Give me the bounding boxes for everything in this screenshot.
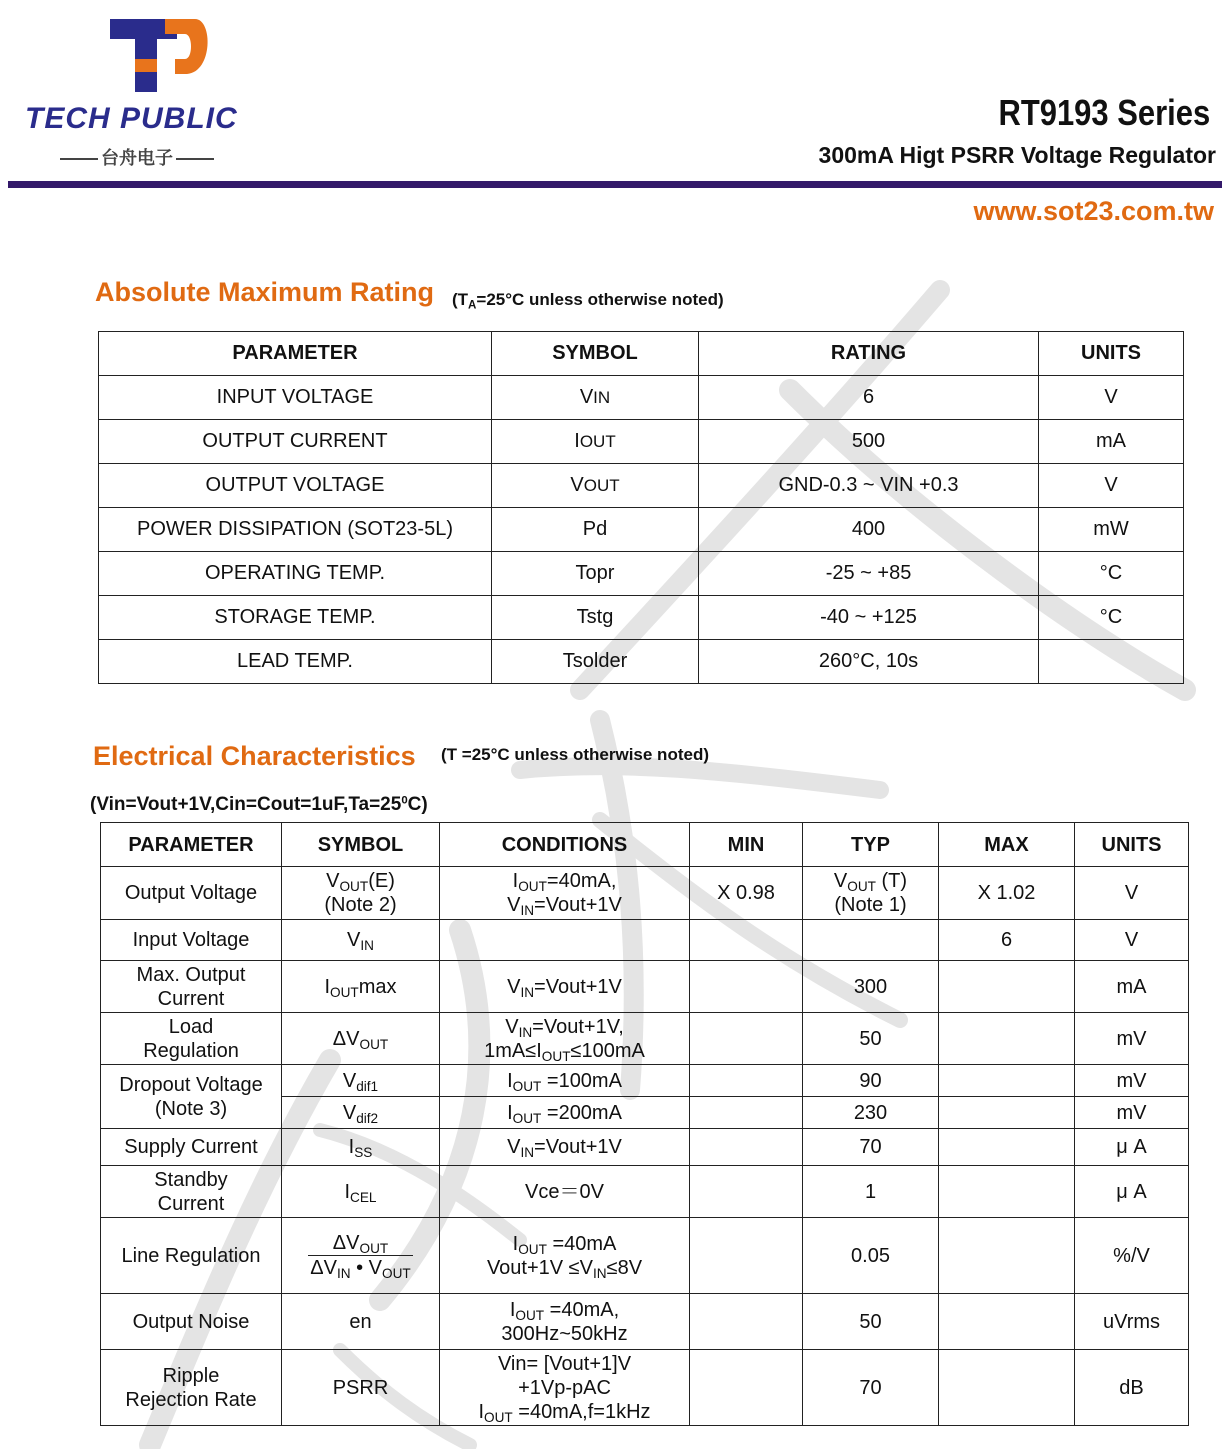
parameter-cell: INPUT VOLTAGE: [99, 376, 492, 420]
units-cell: mA: [1075, 961, 1189, 1013]
parameter-cell: Input Voltage: [101, 920, 282, 961]
column-header: CONDITIONS: [440, 823, 690, 867]
parameter-cell: Standby Current: [101, 1166, 282, 1218]
symbol-cell: [282, 1218, 440, 1294]
table-row: [101, 1166, 1189, 1218]
rating-cell: GND-0.3 ~ VIN +0.3: [699, 464, 1039, 508]
parameter-cell: OUTPUT CURRENT: [99, 420, 492, 464]
parameter-cell: Supply Current: [101, 1129, 282, 1166]
conditions-cell: $I_{OUT} =40mA$ Vout+1V $\le V_{IN}\le 8V$: [440, 1218, 690, 1294]
table-row: [101, 867, 1189, 920]
table-row: [99, 420, 1184, 464]
min-cell: [690, 1065, 803, 1097]
rating-cell: 6: [699, 376, 1039, 420]
units-cell: °C: [1039, 596, 1184, 640]
units-cell: V: [1075, 867, 1189, 920]
symbol-cell: Topr: [492, 552, 699, 596]
min-cell: [690, 1129, 803, 1166]
table-row: [101, 1350, 1189, 1426]
typ-cell: 230: [803, 1097, 939, 1129]
parameter-cell: Dropout Voltage (Note 3): [101, 1065, 282, 1129]
symbol-cell: Tstg: [492, 596, 699, 640]
symbol-cell: en: [282, 1294, 440, 1350]
parameter-cell: Ripple Rejection Rate: [101, 1350, 282, 1426]
line-regulation-fraction: $\frac{\Delta V_{OUT}}{\Delta V_{IN} • V_{OUT}}$: [310, 1232, 411, 1282]
conditions-cell: $I_{OUT} =100mA$: [440, 1065, 690, 1097]
electrical-characteristics-table: [100, 822, 1189, 1426]
max-cell: [939, 1097, 1075, 1129]
table-row: [101, 1013, 1189, 1065]
units-cell: mW: [1039, 508, 1184, 552]
table-row: [101, 1218, 1189, 1294]
column-header: MAX: [939, 823, 1075, 867]
units-cell: uVrms: [1075, 1294, 1189, 1350]
conditions-cell: Vce＝0V: [440, 1166, 690, 1218]
units-cell: °C: [1039, 552, 1184, 596]
units-cell: V: [1039, 376, 1184, 420]
units-cell: mA: [1039, 420, 1184, 464]
typ-cell: 300: [803, 961, 939, 1013]
symbol-cell: $I_{SS}$: [282, 1129, 440, 1166]
units-cell: mV: [1075, 1097, 1189, 1129]
parameter-cell: Output Voltage: [101, 867, 282, 920]
column-header: PARAMETER: [99, 332, 492, 376]
symbol-cell: $\Delta V_{OUT}$: [282, 1013, 440, 1065]
rating-cell: -40 ~ +125: [699, 596, 1039, 640]
typ-cell: 50: [803, 1294, 939, 1350]
symbol-cell: $V_{IN}$: [282, 920, 440, 961]
symbol-cell: VIN: [492, 376, 699, 420]
table-row: [99, 464, 1184, 508]
conditions-cell: $V_{IN}=Vout+1V$: [440, 1129, 690, 1166]
table-row: [99, 552, 1184, 596]
brand-name-cn: 台舟电子: [57, 144, 217, 170]
max-cell: 6: [939, 920, 1075, 961]
table-row: [101, 961, 1189, 1013]
symbol-cell: $I_{OUT}\max$: [282, 961, 440, 1013]
units-cell: μ A: [1075, 1129, 1189, 1166]
column-header: PARAMETER: [101, 823, 282, 867]
column-header: TYP: [803, 823, 939, 867]
product-title: RT9193 Series: [998, 92, 1210, 133]
max-cell: [939, 1218, 1075, 1294]
table-row: [99, 640, 1184, 684]
table-row: [101, 1129, 1189, 1166]
parameter-cell: POWER DISSIPATION (SOT23-5L): [99, 508, 492, 552]
conditions-cell: $I_{OUT} =200mA$: [440, 1097, 690, 1129]
min-cell: [690, 920, 803, 961]
ec-section-title: Electrical Characteristics: [93, 741, 416, 771]
units-cell: mV: [1075, 1065, 1189, 1097]
units-cell: dB: [1075, 1350, 1189, 1426]
rating-cell: 260°C, 10s: [699, 640, 1039, 684]
table-row: [101, 920, 1189, 961]
column-header: SYMBOL: [282, 823, 440, 867]
parameter-cell: Output Noise: [101, 1294, 282, 1350]
typ-cell: 70: [803, 1350, 939, 1426]
table-row: [99, 596, 1184, 640]
symbol-cell: $V_{dif1}$: [282, 1065, 440, 1097]
typ-cell: 70: [803, 1129, 939, 1166]
conditions-cell: [440, 920, 690, 961]
column-header: SYMBOL: [492, 332, 699, 376]
ec-test-conditions: $(Vin=Vout+1V,Cin=Cout=1uF,Ta=25^0C)$: [90, 794, 428, 815]
brand-name: TECH PUBLIC: [25, 102, 238, 135]
rating-cell: 500: [699, 420, 1039, 464]
column-header: MIN: [690, 823, 803, 867]
symbol-cell: $V_{dif2}$: [282, 1097, 440, 1129]
column-header: RATING: [699, 332, 1039, 376]
symbol-cell: Tsolder: [492, 640, 699, 684]
parameter-cell: Line Regulation: [101, 1218, 282, 1294]
typ-cell: [803, 920, 939, 961]
max-cell: [939, 1350, 1075, 1426]
max-cell: [939, 1065, 1075, 1097]
parameter-cell: Load Regulation: [101, 1013, 282, 1065]
min-cell: [690, 1097, 803, 1129]
parameter-cell: STORAGE TEMP.: [99, 596, 492, 640]
symbol-cell: Pd: [492, 508, 699, 552]
ec-section-note: (T =25°C unless otherwise noted): [441, 745, 709, 764]
company-logo: [25, 14, 245, 168]
website-link[interactable]: www.sot23.com.tw: [973, 196, 1214, 226]
parameter-cell: LEAD TEMP.: [99, 640, 492, 684]
typ-cell: 50: [803, 1013, 939, 1065]
min-cell: [690, 961, 803, 1013]
table-row: [99, 376, 1184, 420]
units-cell: %/V: [1075, 1218, 1189, 1294]
product-subtitle: 300mA Higt PSRR Voltage Regulator: [818, 142, 1216, 168]
rating-cell: 400: [699, 508, 1039, 552]
units-cell: mV: [1075, 1013, 1189, 1065]
min-cell: [690, 1013, 803, 1065]
rating-cell: -25 ~ +85: [699, 552, 1039, 596]
units-cell: [1039, 640, 1184, 684]
conditions-cell: $I_{OUT} =40mA$, 300Hz~50kHz: [440, 1294, 690, 1350]
max-cell: [939, 1166, 1075, 1218]
max-cell: X 1.02: [939, 867, 1075, 920]
typ-cell: 90: [803, 1065, 939, 1097]
table-header-row: [101, 823, 1189, 867]
symbol-cell: PSRR: [282, 1350, 440, 1426]
symbol-cell: IOUT: [492, 420, 699, 464]
amr-section-title: Absolute Maximum Rating: [95, 277, 435, 307]
table-header-row: [99, 332, 1184, 376]
typ-cell: 0.05: [803, 1218, 939, 1294]
symbol-cell: VOUT: [492, 464, 699, 508]
parameter-cell: OPERATING TEMP.: [99, 552, 492, 596]
conditions-cell: $I_{OUT}=40mA$, $V_{IN}=Vout+1V$: [440, 867, 690, 920]
max-cell: [939, 961, 1075, 1013]
symbol-cell: $V_{OUT}(E)$ (Note 2): [282, 867, 440, 920]
logo-mark-icon: [105, 14, 215, 96]
min-cell: X 0.98: [690, 867, 803, 920]
typ-cell: $V_{OUT}$ (T) (Note 1): [803, 867, 939, 920]
max-cell: [939, 1013, 1075, 1065]
table-row: [99, 508, 1184, 552]
min-cell: [690, 1218, 803, 1294]
header-divider: [8, 181, 1222, 188]
conditions-cell: $V_{IN}=Vout+1V$: [440, 961, 690, 1013]
min-cell: [690, 1166, 803, 1218]
conditions-cell: $V_{IN}=Vout+1V$, $1mA\le I_{OUT}\le 100mA$: [440, 1013, 690, 1065]
parameter-cell: Max. Output Current: [101, 961, 282, 1013]
parameter-cell: OUTPUT VOLTAGE: [99, 464, 492, 508]
column-header: UNITS: [1075, 823, 1189, 867]
table-row: [101, 1294, 1189, 1350]
symbol-cell: $I_{CEL}$: [282, 1166, 440, 1218]
amr-section-note: ($T_A=25^\circ C$ unless otherwise noted): [452, 290, 724, 312]
max-cell: [939, 1129, 1075, 1166]
units-cell: V: [1075, 920, 1189, 961]
units-cell: μ A: [1075, 1166, 1189, 1218]
table-row: [101, 1065, 1189, 1097]
min-cell: [690, 1294, 803, 1350]
absolute-max-rating-table: [98, 331, 1184, 684]
typ-cell: 1: [803, 1166, 939, 1218]
max-cell: [939, 1294, 1075, 1350]
column-header: UNITS: [1039, 332, 1184, 376]
conditions-cell: Vin= [Vout+1]V +1Vp-pAC $I_{OUT} =40mA,f=1kHz$: [440, 1350, 690, 1426]
units-cell: V: [1039, 464, 1184, 508]
min-cell: [690, 1350, 803, 1426]
